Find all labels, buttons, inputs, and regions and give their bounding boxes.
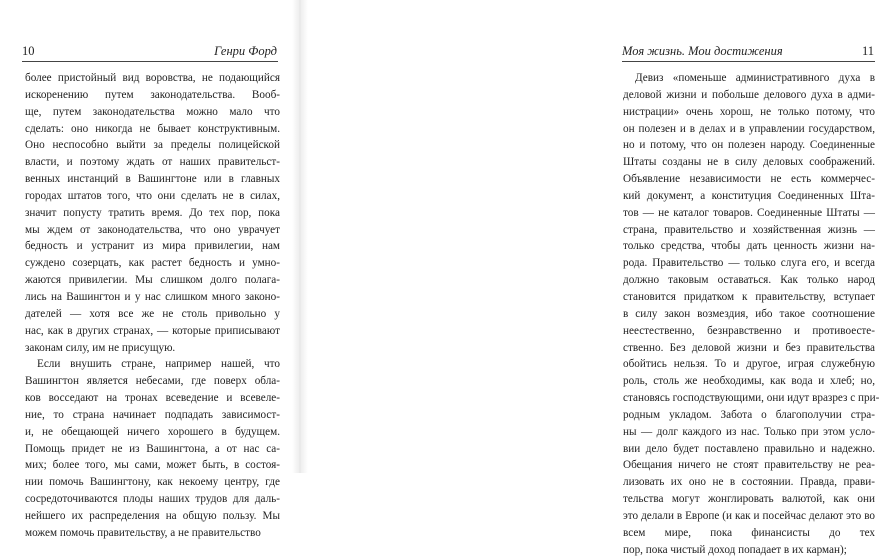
text-line: мы ждем от законодательства, что оно уврачует [25, 223, 280, 236]
text-line: венных инстанций в Вашингтоне или в главных [25, 173, 280, 186]
text-line: только средства, чтобы дать ценность жизни на- [623, 240, 875, 253]
text-line: пор, пока чистый доход попадает в их карман); [623, 543, 847, 556]
text-line: нейшего их распределения на общую пользу. Мы [25, 509, 280, 522]
right-page-number: 11 [861, 44, 874, 58]
text-line: жаются привилегии. Мы слишком долго полага- [25, 274, 280, 287]
right-body-text [623, 70, 879, 558]
right-page [300, 0, 879, 556]
text-line: становится придатком к правительству, вступает [623, 290, 875, 303]
left-header-rule [22, 61, 278, 62]
text-line: и, не обещающей ничего хорошего в будущем. [25, 425, 280, 438]
left-running-title: Генри Форд [214, 44, 277, 58]
text-line: Объявление независимости не есть коммерчес- [623, 173, 875, 186]
text-line: суждено созерцать, как растет бедность и умно- [25, 257, 280, 270]
text-line: законам силу, им не присущую. [25, 341, 176, 354]
left-page-number: 10 [22, 44, 35, 58]
text-line: но и потому, что он полезен народу. Соединенные [623, 139, 875, 152]
right-running-header [622, 44, 874, 60]
text-line: деловой жизни и побольше делового духа в адми- [623, 88, 875, 101]
text-line: Оно неспособно выйти за пределы полицейской [25, 139, 280, 152]
text-line: ще, путем законодательства можно мало что [25, 105, 280, 118]
text-line: ны — долг каждого из нас. Только при этом усло- [623, 425, 875, 438]
text-line: значит попусту тратить время. До тех пор, пока [25, 206, 280, 219]
text-line: Обещания ничего не стоят правительству не реа- [623, 459, 875, 472]
text-line: это делали в Европе (и как и посейчас делают это во [623, 509, 875, 522]
text-line: он полезен и в делах и в управлении государством, [623, 122, 875, 135]
left-running-header [22, 44, 277, 60]
text-line: лись на Вашингтон и у нас слишком много законо- [25, 290, 280, 303]
text-line: бедность и устранит из мира привилегии, нам [25, 240, 280, 253]
text-line: Штаты созданы не в силу деловых соображений. [623, 156, 875, 169]
text-line: власти, и поэтому ждать от наших правительст- [25, 156, 280, 169]
book-gutter [292, 0, 308, 473]
text-line: вии дело будет поставлено правильно и надежно. [623, 442, 875, 455]
text-line: кий документ, а конституция Соединенных Шта- [623, 189, 875, 202]
text-line: сосредоточиваются плоды наших трудов для даль- [25, 493, 280, 506]
text-line: сделать: оно никогда не бывает конструктивным. [25, 122, 280, 135]
text-line: тов — не каталог товаров. Соединенные Штаты — [623, 206, 875, 219]
text-line: ков восседают на тронах всеведение и всевеле- [25, 392, 280, 405]
text-line: нии помочь Вашингтону, как некоему центру, где [25, 476, 280, 489]
text-line: роль, столь же необходимы, как вода и хлеб; но, [623, 375, 875, 388]
text-line: Если внушить стране, например нашей, что [37, 358, 280, 371]
text-line: ственно. Без деловой жизни и без правительства [623, 341, 875, 354]
text-line: родным укладом. Забота о благополучии стра- [623, 408, 875, 421]
text-line: искоренению путем законодательства. Вооб- [25, 88, 280, 101]
left-page [0, 0, 300, 539]
text-line: тельства могут жонглировать валютой, как они [623, 493, 875, 506]
right-running-title: Моя жизнь. Мои достижения [622, 44, 783, 58]
text-line: можем помочь правительству, а не правительство [25, 526, 261, 539]
text-line: в силу закон возмездия, ибо такое соотношение [623, 307, 875, 320]
text-line: нистрации» очень хорош, не только потому, что [623, 105, 875, 118]
right-header-rule [622, 61, 875, 62]
text-line: нас, как в других странах, — которые приписывают [25, 324, 280, 337]
text-line: ние, то страна начинает подпадать зависимост- [25, 408, 280, 421]
left-body-text [25, 70, 280, 542]
text-line: должно таковым оставаться. Как только народ [623, 274, 875, 287]
text-line: Девиз «поменьше административного духа в [635, 72, 875, 84]
text-line: мих; более того, мы сами, может быть, в состоя- [25, 459, 280, 472]
text-line: лизовать их оно не в состоянии. Правда, прави- [623, 476, 875, 489]
text-line: становясь господствующими, они идут вразрез с при- [623, 392, 879, 405]
text-line: страна, правительство и хозяйственная жизнь — [623, 223, 875, 236]
text-line: городах штатов того, что они сделать не в силах, [25, 189, 280, 202]
text-line: неестественно, безнравственно и противоесте- [623, 324, 875, 337]
text-line: более пристойный вид воровства, не подающийся [25, 72, 280, 84]
text-line: рода. Правительство — только слуга его, и всегда [623, 257, 875, 270]
text-line: дателей — хотя все же не столь привольно у [25, 307, 280, 320]
text-line: обойтись нельзя. То и другое, играя служебную [623, 358, 875, 371]
text-line: всем мире, пока финансисты до тех [623, 526, 875, 539]
text-line: Помощь придет не из Вашингтона, а от нас са- [25, 442, 280, 455]
text-line: Вашингтон является небесами, где поверх обла- [25, 375, 280, 388]
